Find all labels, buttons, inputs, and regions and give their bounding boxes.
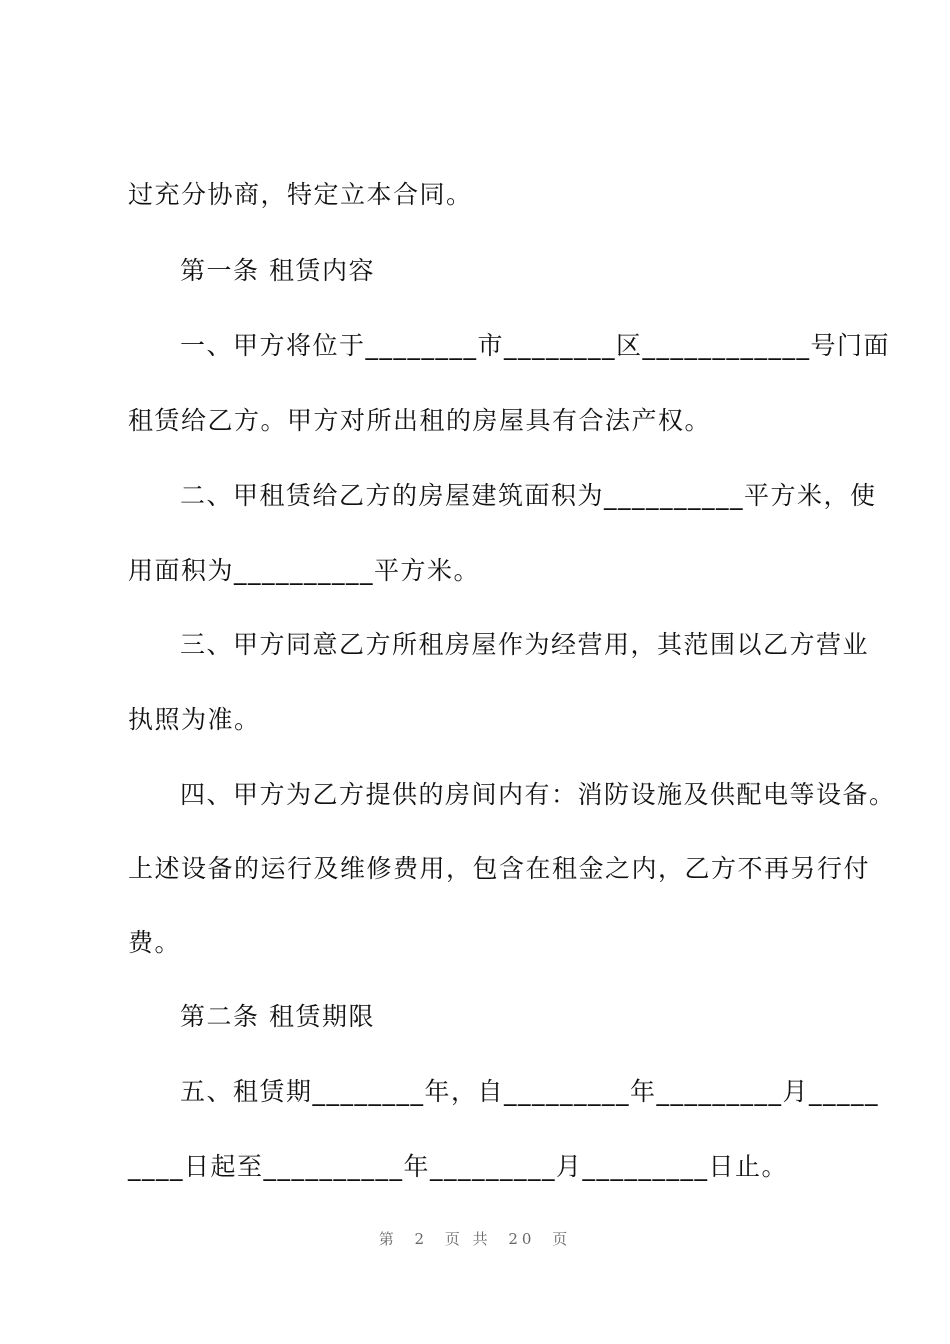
clause-line: 一、甲方将位于________市________区____________号门面: [180, 331, 891, 360]
text-line: ____日起至__________年_________月_________日止。: [128, 1152, 789, 1181]
clause-line: 三、甲方同意乙方所租房屋作为经营用，其范围以乙方营业: [180, 630, 870, 659]
section-heading: 第一条 租赁内容: [180, 256, 375, 285]
text-line: 费。: [128, 928, 182, 957]
footer-label-of: 页 共: [444, 1230, 492, 1248]
footer-label-page: 第: [378, 1230, 398, 1248]
footer-current-page: 2: [414, 1230, 429, 1248]
clause-line: 五、租赁期________年，自_________年_________月_____: [180, 1077, 880, 1106]
clause-line: 四、甲方为乙方提供的房间内有：消防设施及供配电等设备。: [180, 780, 896, 809]
text-line: 过充分协商，特定立本合同。: [128, 180, 473, 209]
page-footer: [0, 1228, 950, 1249]
text-line: 上述设备的运行及维修费用，包含在租金之内，乙方不再另行付: [128, 854, 871, 883]
clause-line: 二、甲租赁给乙方的房屋建筑面积为__________平方米，使: [180, 481, 877, 510]
footer-total-pages: 20: [508, 1230, 536, 1248]
section-heading: 第二条 租赁期限: [180, 1002, 375, 1031]
text-line: 用面积为__________平方米。: [128, 556, 481, 585]
footer-label-pages: 页: [552, 1230, 572, 1248]
text-line: 执照为准。: [128, 705, 261, 734]
text-line: 租赁给乙方。甲方对所出租的房屋具有合法产权。: [128, 406, 712, 435]
